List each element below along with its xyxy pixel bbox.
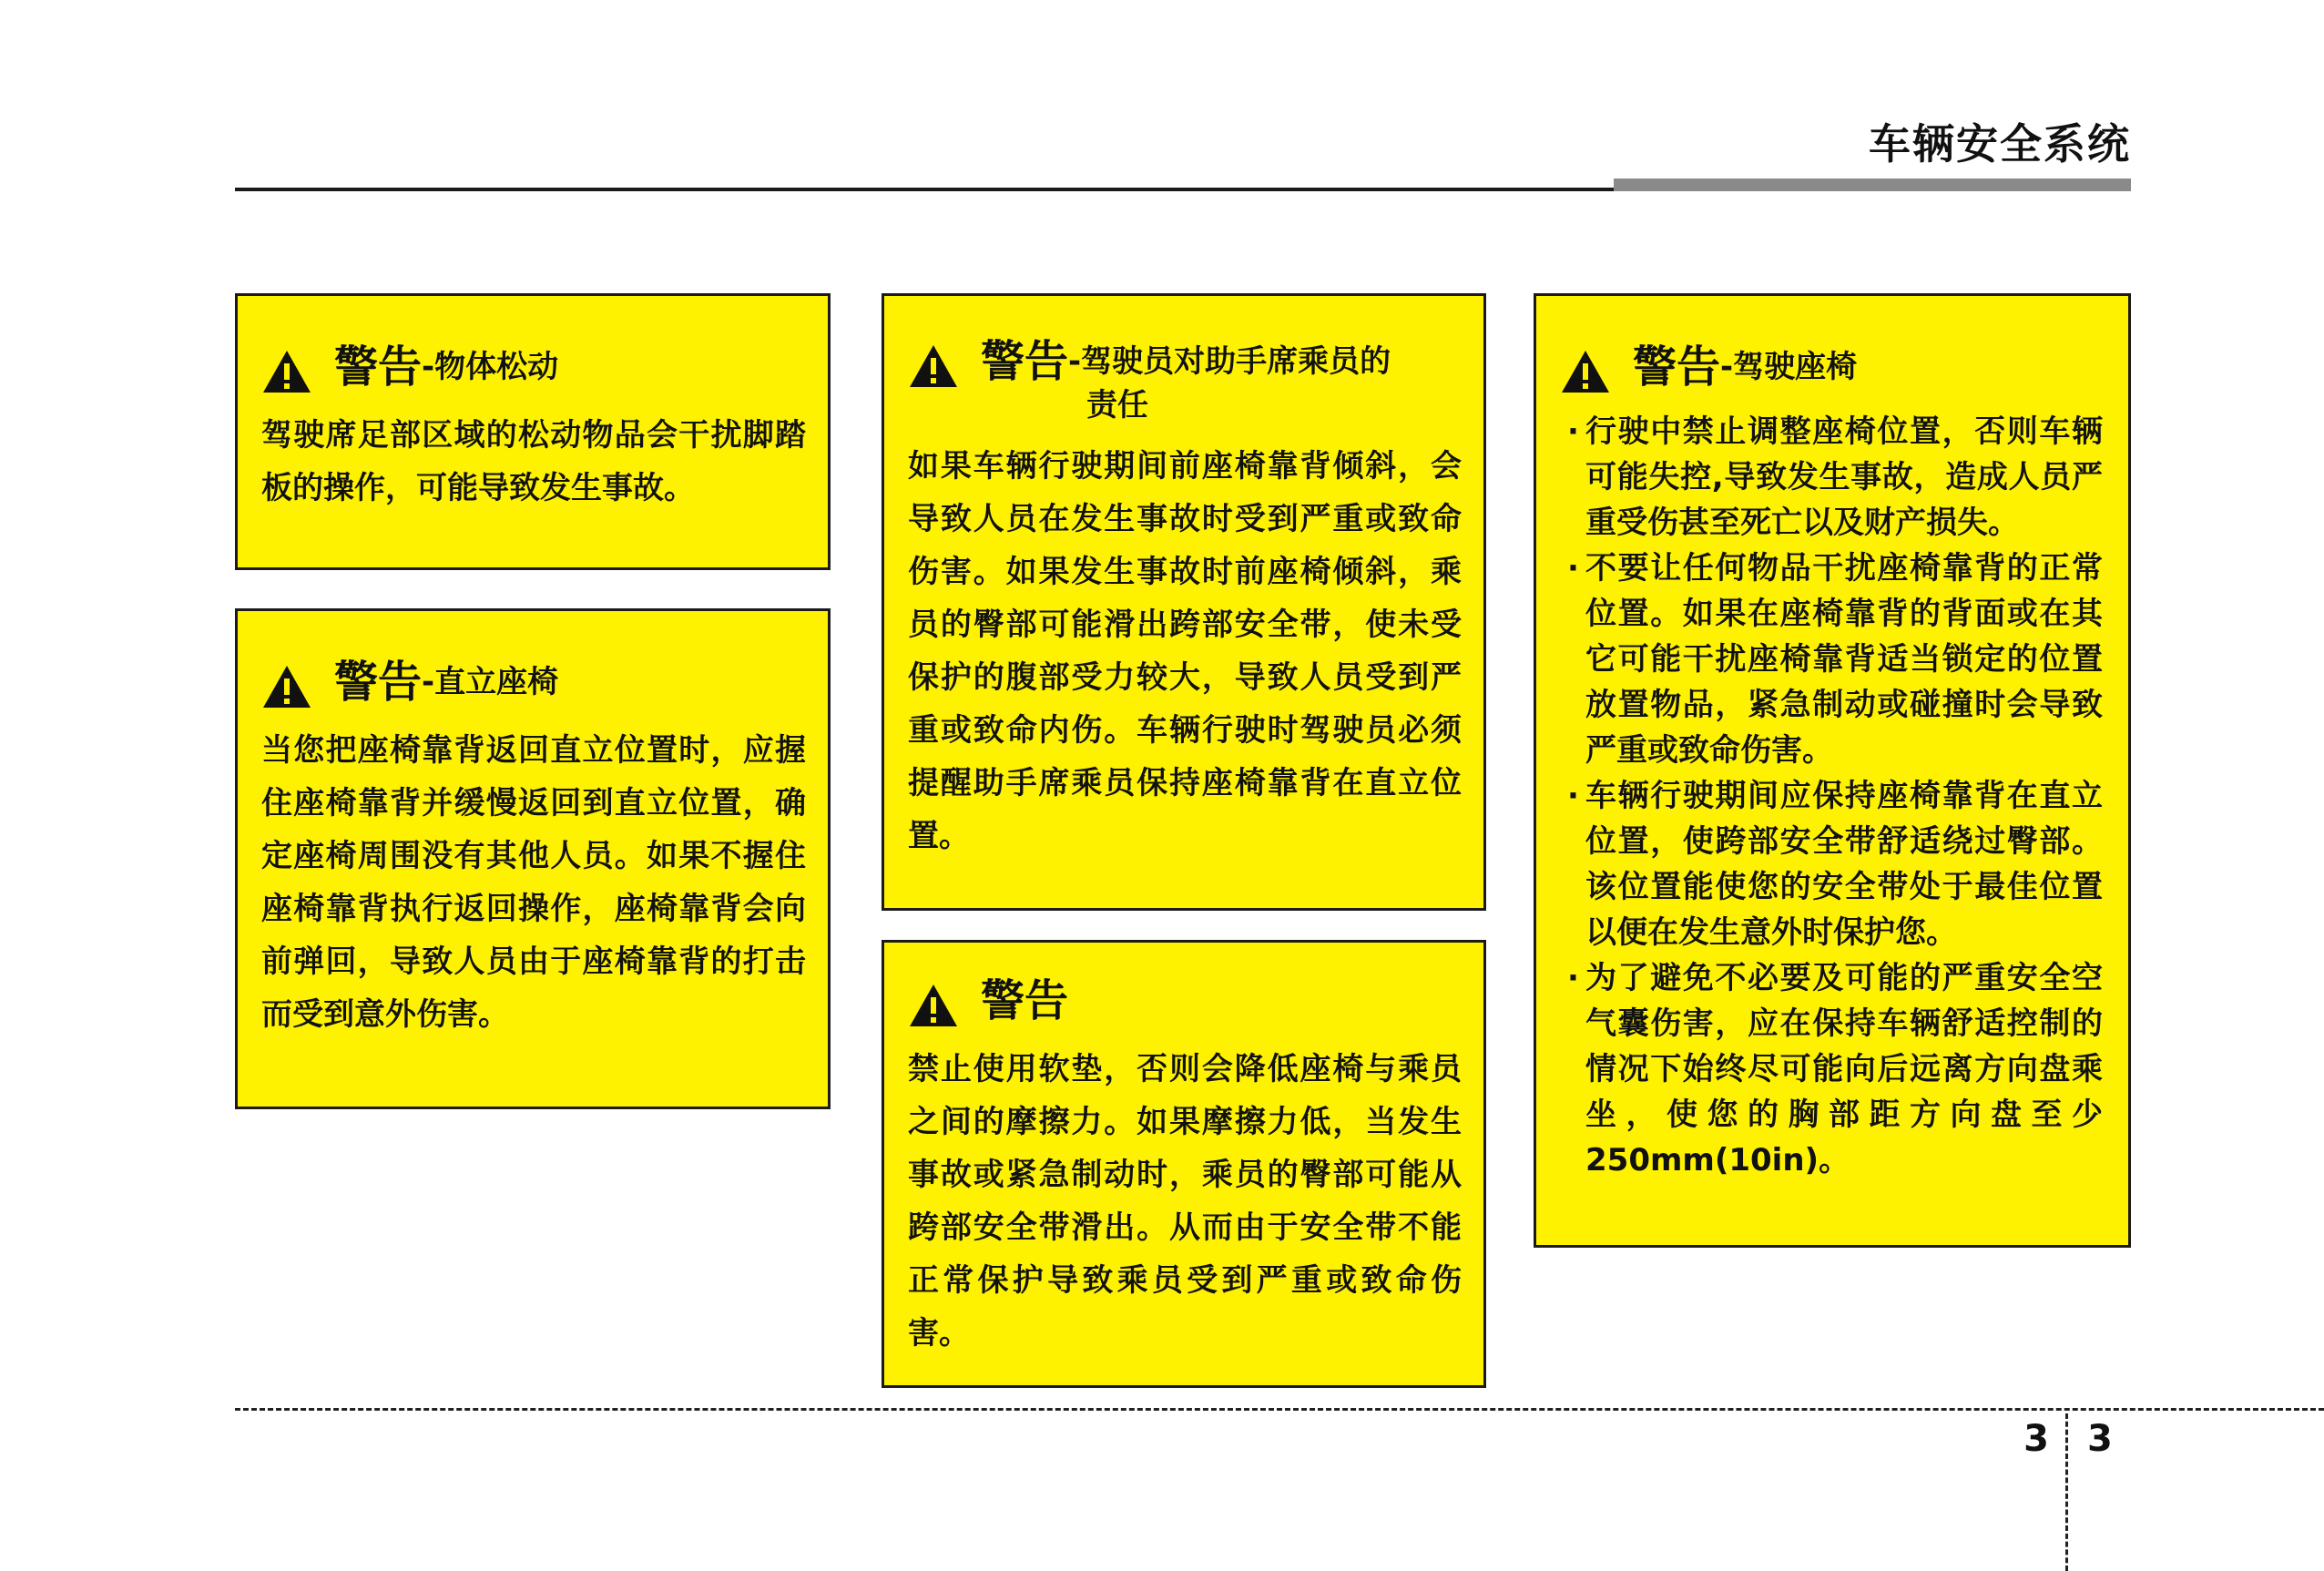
warning-label: 警告 — [334, 342, 423, 393]
header-rule-accent — [1614, 179, 2131, 191]
chapter-number: 3 — [2023, 1418, 2049, 1460]
section-title: 车辆安全系统 — [1869, 119, 2131, 168]
bullet-text: 不要让任何物品干扰座椅靠背的正常位置。如果在座椅靠背的背面或在其它可能干扰座椅靠背适当锁定的位置放置物品，紧急制动或碰撞时会导致严重或致命伤害。 — [1585, 550, 2103, 769]
warning-text: 驾驶席足部区域的松动物品会干扰脚踏板的操作，可能导致发生事故。 — [261, 417, 806, 506]
warning-bullet-list — [1567, 409, 2103, 1183]
bullet-dot: · — [1567, 778, 1579, 814]
warning-subtitle: -驾驶员对助手席乘员的 — [1068, 343, 1391, 380]
warning-triangle-icon — [908, 343, 959, 389]
warning-body — [1567, 409, 2103, 1183]
warning-header — [261, 338, 806, 396]
warning-label: 警告 — [334, 657, 423, 708]
page-number-divider — [2065, 1413, 2068, 1571]
warning-body — [261, 724, 806, 1041]
warning-triangle-icon — [261, 349, 312, 394]
bullet-dot: · — [1567, 550, 1579, 587]
bullet-text: 为了避免不必要及可能的严重安全空气囊伤害，应在保持车辆舒适控制的情况下始终尽可能向后远离方向盘乘坐，使您的胸部距方向盘至少250mm(10in)。 — [1585, 960, 2103, 1178]
warning-label: 警告 — [981, 975, 1069, 1026]
bullet-text: 行驶中禁止调整座椅位置，否则车辆可能失控,导致发生事故，造成人员严重受伤甚至死亡以及财产损失。 — [1585, 413, 2103, 541]
warning-box-loose-objects — [235, 293, 831, 570]
warning-subtitle: -直立座椅 — [422, 664, 559, 700]
warning-body — [908, 440, 1462, 862]
warning-header — [908, 972, 1462, 1030]
warning-box-driver-seat — [1534, 293, 2131, 1248]
warning-subtitle-group — [1068, 332, 1391, 427]
warning-label: 警告 — [981, 336, 1069, 387]
warning-text: 当您把座椅靠背返回直立位置时，应握住座椅靠背并缓慢返回到直立位置，确定座椅周围没有其他人员。如果不握住座椅靠背执行返回操作，座椅靠背会向前弹回，导致人员由于座椅靠背的打击而受到意外伤害。 — [261, 732, 806, 1033]
warning-header — [1560, 338, 2103, 396]
list-item — [1567, 773, 2103, 955]
warning-header — [908, 332, 1462, 427]
warning-body — [908, 1043, 1462, 1360]
warning-box-driver-responsibility — [882, 293, 1486, 911]
warning-label: 警告 — [1633, 342, 1721, 393]
warning-subtitle: -驾驶座椅 — [1720, 349, 1858, 385]
bullet-dot: · — [1567, 960, 1579, 996]
warning-body — [261, 409, 806, 515]
warning-triangle-icon — [908, 983, 959, 1028]
warning-header — [261, 653, 806, 711]
warning-text: 禁止使用软垫，否则会降低座椅与乘员之间的摩擦力。如果摩擦力低，当发生事故或紧急制动时，乘员的臀部可能从跨部安全带滑出。从而由于安全带不能正常保护导致乘员受到严重或致命伤害。 — [908, 1051, 1462, 1352]
warning-triangle-icon — [1560, 349, 1611, 394]
footer-divider — [235, 1408, 2324, 1411]
bullet-text: 车辆行驶期间应保持座椅靠背在直立位置，使跨部安全带舒适绕过臀部。该位置能使您的安全带处于最佳位置以便在发生意外时保护您。 — [1585, 778, 2103, 951]
list-item — [1567, 409, 2103, 546]
warning-text: 如果车辆行驶期间前座椅靠背倾斜，会导致人员在发生事故时受到严重或致命伤害。如果发生事故时前座椅倾斜，乘员的臀部可能滑出跨部安全带，使未受保护的腹部受力较大，导致人员受到严重或致命内伤。车辆行驶时驾驶员必须提醒助手席乘员保持座椅靠背在直立位置。 — [908, 448, 1462, 854]
warning-subtitle: -物体松动 — [422, 349, 559, 385]
list-item — [1567, 546, 2103, 773]
warning-box-upright-seat — [235, 608, 831, 1109]
page-number: 3 — [2087, 1418, 2113, 1460]
list-item — [1567, 955, 2103, 1183]
warning-box-cushion — [882, 940, 1486, 1388]
bullet-dot: · — [1567, 413, 1579, 450]
warning-subtitle-line-2: 责任 — [1086, 387, 1149, 423]
warning-triangle-icon — [261, 664, 312, 709]
